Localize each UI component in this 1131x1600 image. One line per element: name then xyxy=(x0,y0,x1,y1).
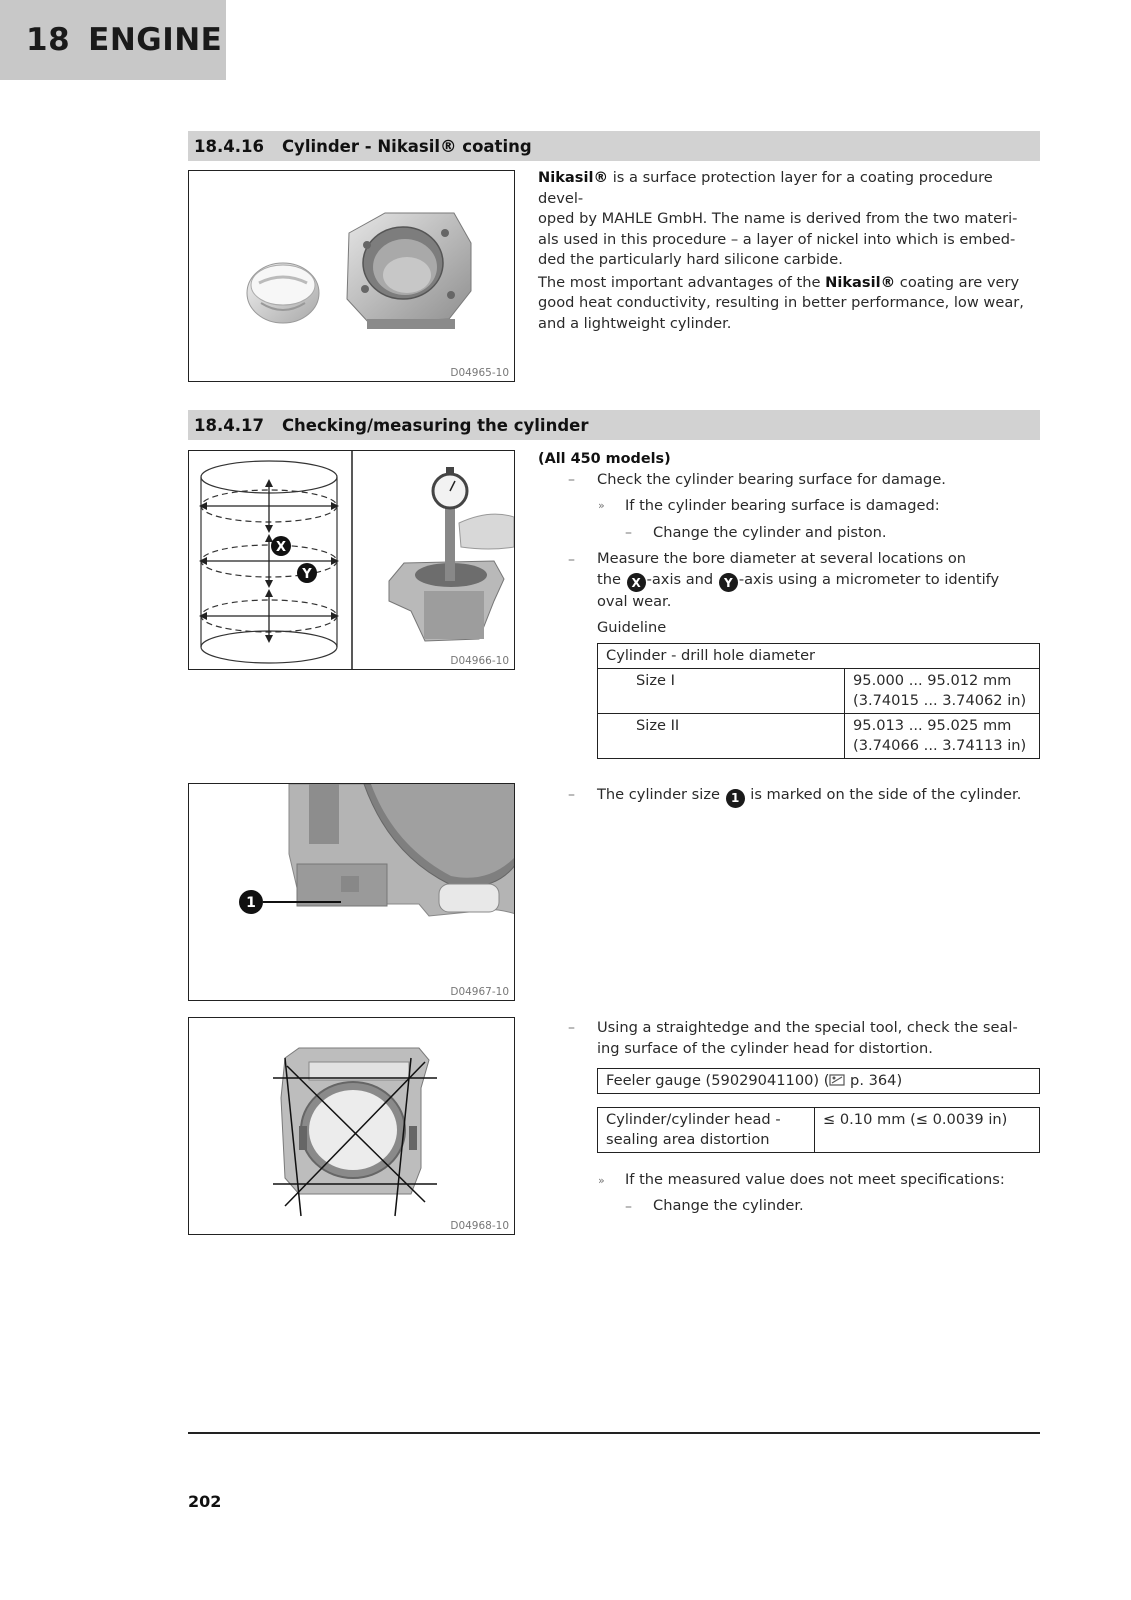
page-number: 202 xyxy=(188,1492,222,1511)
step-dash: – xyxy=(568,472,575,488)
text-line: is marked on the side of the cylinder. xyxy=(745,786,1022,803)
nikasil-term: Nikasil® xyxy=(825,273,896,291)
size-badge: 1 xyxy=(726,789,745,808)
piston-shape xyxy=(247,263,319,323)
bore-gauge-photo xyxy=(389,467,514,641)
section-heading-checking-cylinder xyxy=(188,410,1040,440)
figure-code: D04966-10 xyxy=(450,655,509,667)
step-dash: – xyxy=(568,1020,575,1036)
step-dash: – xyxy=(625,1199,632,1215)
result-marker: » xyxy=(598,499,605,512)
page-reference[interactable]: p. 364) xyxy=(845,1072,903,1089)
result-marker: » xyxy=(598,1174,605,1187)
text-line: Measure the bore diameter at several locations on xyxy=(597,550,966,567)
cylinder-shape xyxy=(347,213,471,329)
condition-damaged: If the cylinder bearing surface is damaged: xyxy=(625,497,940,514)
model-note: (All 450 models) xyxy=(538,451,671,467)
value-in: (3.74066 ... 3.74113 in) xyxy=(853,737,1027,754)
figure-cylinder-size-mark xyxy=(188,783,515,1001)
guideline-label: Guideline xyxy=(597,619,667,636)
text-line: oped by MAHLE GmbH. The name is derived from the two materi- xyxy=(538,210,1018,227)
special-tool-box xyxy=(597,1068,1040,1094)
chapter-tab xyxy=(0,0,226,80)
section-title: Checking/measuring the cylinder xyxy=(281,415,589,435)
text-line: and a lightweight cylinder. xyxy=(538,314,732,332)
text-line: sealing area distortion xyxy=(606,1131,770,1148)
text-line: The most important advantages of the xyxy=(538,273,826,291)
text-line: good heat conductivity, resulting in better performance, low wear, xyxy=(538,294,1024,311)
size-label: Size I xyxy=(598,669,845,714)
special-tool-icon xyxy=(829,1073,845,1087)
nikasil-para-2 xyxy=(538,273,1038,335)
text-line: coating are very xyxy=(895,273,1020,291)
text-line: als used in this procedure – a layer of nickel into which is embed- xyxy=(538,230,1016,248)
text-line: Cylinder/cylinder head - xyxy=(606,1111,781,1128)
cylinder-size-mark-illustration xyxy=(189,784,515,1001)
sealing-surface-illustration xyxy=(189,1018,515,1235)
x-axis-badge: X xyxy=(627,573,646,592)
text-line: -axis and xyxy=(646,570,718,588)
nikasil-para-1 xyxy=(538,168,1038,271)
figure-sealing-surface xyxy=(188,1017,515,1235)
size-value xyxy=(845,669,1040,714)
tool-row xyxy=(598,1069,1040,1094)
table-row xyxy=(598,669,1040,714)
step-dash: – xyxy=(568,787,575,803)
section-number: 18.4.16 xyxy=(194,136,264,156)
y-axis-marker-label: Y xyxy=(302,567,312,582)
text-line: oval wear. xyxy=(597,593,672,611)
size-marker-label: 1 xyxy=(246,895,256,911)
nikasil-description xyxy=(538,168,1038,334)
checking-procedure xyxy=(538,449,1038,470)
condition-out-of-spec: If the measured value does not meet specifications: xyxy=(625,1171,1005,1188)
action-change-cylinder-piston: Change the cylinder and piston. xyxy=(653,524,887,541)
text-line: is a surface protection layer for a coating procedure devel- xyxy=(538,169,993,207)
figure-bore-measurement xyxy=(188,450,515,670)
chapter-number: 18 xyxy=(26,22,71,58)
value-mm: 95.000 ... 95.012 mm xyxy=(853,672,1012,689)
text-line: Using a straightedge and the special tool, check the seal- xyxy=(597,1019,1018,1036)
piston-cylinder-illustration xyxy=(189,171,515,382)
footer-rule xyxy=(188,1432,1040,1434)
action-change-cylinder: Change the cylinder. xyxy=(653,1197,804,1214)
size-value xyxy=(845,714,1040,759)
distortion-spec-table xyxy=(597,1107,1040,1153)
bore-diameter-table xyxy=(597,643,1040,759)
x-axis-marker-label: X xyxy=(275,540,287,555)
figure-code: D04967-10 xyxy=(450,986,509,998)
y-axis-badge: Y xyxy=(719,573,738,592)
step-measure-bore xyxy=(597,549,1037,613)
section-heading-nikasil xyxy=(188,131,1040,161)
spec-value: ≤ 0.10 mm (≤ 0.0039 in) xyxy=(815,1108,1040,1153)
step-dash: – xyxy=(625,525,632,541)
figure-code: D04968-10 xyxy=(450,1220,509,1232)
bore-measurement-illustration xyxy=(189,451,515,670)
table-row xyxy=(598,1108,1040,1153)
text-line: ded the particularly hard silicone carbide. xyxy=(538,251,843,268)
step-check-distortion xyxy=(597,1018,1042,1059)
section-title: Cylinder - Nikasil® coating xyxy=(281,136,532,156)
text-line: -axis using a micrometer to identify xyxy=(738,570,1000,588)
section-number: 18.4.17 xyxy=(194,415,264,435)
text-line: the xyxy=(597,570,626,588)
step-check-damage: Check the cylinder bearing surface for damage. xyxy=(597,471,946,488)
value-in: (3.74015 ... 3.74062 in) xyxy=(853,692,1027,709)
step-dash: – xyxy=(568,552,575,568)
text-line: The cylinder size xyxy=(597,786,725,803)
feeler-gauge-text: Feeler gauge (59029041100) ( xyxy=(606,1072,830,1089)
table-row xyxy=(598,714,1040,759)
spec-label xyxy=(598,1108,815,1153)
tool-cell xyxy=(598,1069,1040,1094)
size-label: Size II xyxy=(598,714,845,759)
table-header: Cylinder - drill hole diameter xyxy=(598,644,1040,669)
step-cylinder-size xyxy=(597,785,1042,808)
nikasil-term: Nikasil® xyxy=(538,169,609,186)
figure-code: D04965-10 xyxy=(450,367,509,379)
text-line: ing surface of the cylinder head for distortion. xyxy=(597,1039,933,1057)
table-header-row xyxy=(598,644,1040,669)
chapter-title: ENGINE xyxy=(88,22,223,58)
figure-piston-cylinder xyxy=(188,170,515,382)
value-mm: 95.013 ... 95.025 mm xyxy=(853,717,1012,734)
